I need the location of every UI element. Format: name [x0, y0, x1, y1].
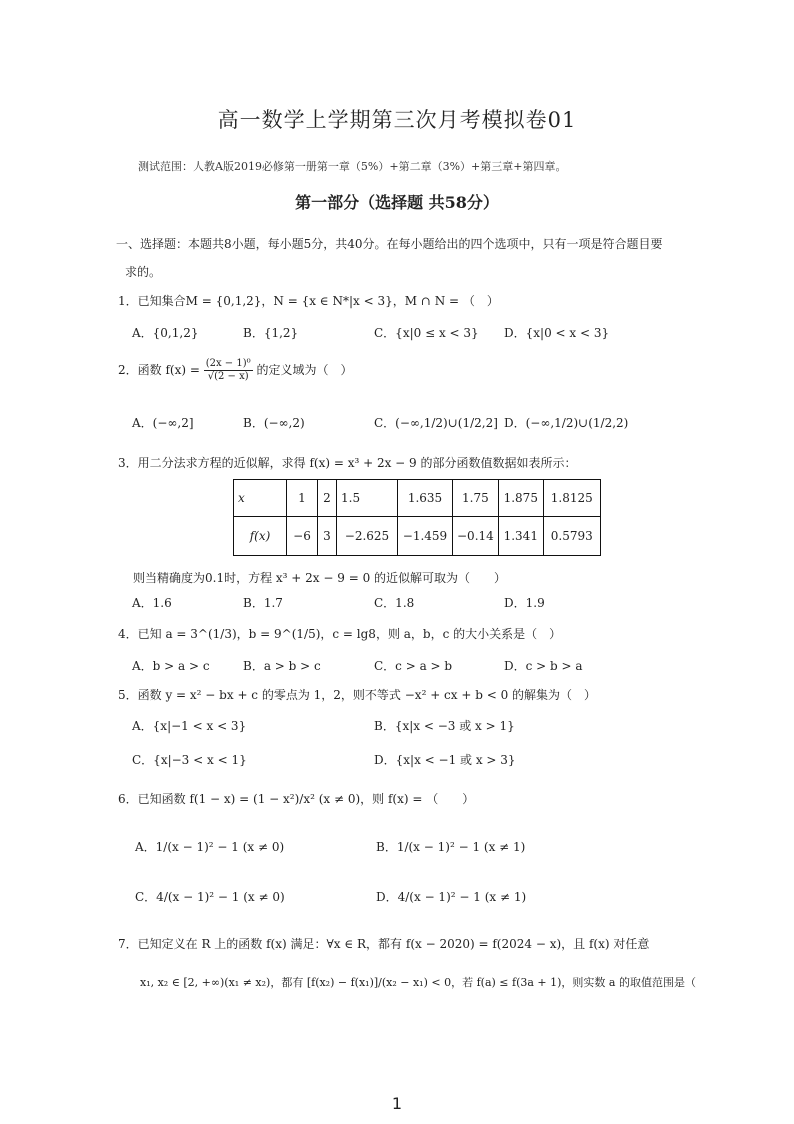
table-cell: −6	[287, 517, 318, 556]
question-2-stem	[118, 358, 352, 383]
question-1-stem: 1．已知集合M = {0,1,2}，N = {x ∈ N*|x < 3}，M ∩ N = （ ）	[118, 294, 499, 308]
question-7-line1: 7．已知定义在 R 上的函数 f(x) 满足：∀x ∈ R，都有 f(x − 2020) = f(2024 − x)，且 f(x) 对任意	[118, 937, 650, 951]
table-cell: −0.14	[453, 517, 499, 556]
question-3-followup: 则当精确度为0.1时，方程 x³ + 2x − 9 = 0 的近似解可取为（ ）	[133, 571, 507, 585]
question-7-line2: x₁, x₂ ∈ [2, +∞)(x₁ ≠ x₂)，都有 [f(x₂) − f(x₁)]/(x₂ − x₁) < 0，若 f(a) ≤ f(3a + 1)，则实数 a 的取值范围是（	[140, 976, 696, 989]
table-cell: 0.5793	[543, 517, 600, 556]
question-4-option-c: C．c > a > b	[374, 659, 453, 673]
table-row-fx	[234, 517, 601, 556]
question-1-option-c: C．{x|0 ≤ x < 3}	[374, 326, 479, 340]
question-4-option-b: B．a > b > c	[243, 659, 321, 673]
question-6-stem: 6．已知函数 f(1 − x) = (1 − x²)/x² (x ≠ 0)，则 f(x) = （ ）	[118, 792, 475, 806]
test-scope: 测试范围：人教A版2019必修第一册第一章（5%）+第二章（3%）+第三章+第四章。	[138, 160, 567, 173]
question-2-stem-suffix: 的定义域为（ ）	[252, 363, 353, 377]
question-1-option-b: B．{1,2}	[243, 326, 299, 340]
table-cell: 1.8125	[543, 480, 600, 517]
table-cell: f(x)	[234, 517, 287, 556]
question-5-option-b: B．{x|x < −3 或 x > 1}	[374, 719, 515, 733]
question-6-option-b: B．1/(x − 1)² − 1 (x ≠ 1)	[376, 840, 526, 854]
table-cell: 1	[287, 480, 318, 517]
question-2-fraction-denominator: √(2 − x)	[207, 371, 249, 382]
question-3-stem: 3．用二分法求方程的近似解，求得 f(x) = x³ + 2x − 9 的部分函数值数据如表所示：	[118, 456, 577, 470]
part-heading: 第一部分（选择题 共58分）	[295, 193, 499, 212]
section-instructions-line1: 一、选择题：本题共8小题，每小题5分，共40分。在每小题给出的四个选项中，只有一项是符合题目要	[116, 237, 663, 251]
question-3-option-a: A．1.6	[132, 596, 172, 610]
question-5-option-c: C．{x|−3 < x < 1}	[132, 753, 247, 767]
table-cell: 1.635	[398, 480, 453, 517]
section-instructions-line2: 求的。	[125, 265, 162, 279]
question-3-option-c: C．1.8	[374, 596, 415, 610]
page-title: 高一数学上学期第三次月考模拟卷01	[217, 108, 577, 132]
question-5-option-d: D．{x|x < −1 或 x > 3}	[374, 753, 516, 767]
table-cell: 1.75	[453, 480, 499, 517]
question-4-stem: 4．已知 a = 3^(1/3)，b = 9^(1/5)，c = lg8，则 a，b，c 的大小关系是（ ）	[118, 627, 562, 641]
question-2-fraction	[204, 358, 253, 383]
question-1-option-d: D．{x|0 < x < 3}	[504, 326, 610, 340]
question-2-fraction-numerator: (2x − 1)⁰	[205, 358, 251, 369]
question-5-stem: 5．函数 y = x² − bx + c 的零点为 1，2，则不等式 −x² + cx + b < 0 的解集为（ ）	[118, 688, 597, 702]
table-cell: 1.875	[498, 480, 543, 517]
question-6-option-c: C．4/(x − 1)² − 1 (x ≠ 0)	[135, 890, 285, 904]
table-cell: 1.5	[337, 480, 398, 517]
table-cell: x	[234, 480, 287, 517]
question-6-option-a: A．1/(x − 1)² − 1 (x ≠ 0)	[135, 840, 285, 854]
question-2-option-d: D．(−∞,1/2)∪(1/2,2)	[504, 416, 629, 430]
table-cell: −2.625	[337, 517, 398, 556]
question-2-option-c: C．(−∞,1/2)∪(1/2,2]	[374, 416, 498, 430]
table-cell: 1.341	[498, 517, 543, 556]
table-row-x	[234, 480, 601, 517]
question-1-option-a: A．{0,1,2}	[132, 326, 199, 340]
question-2-stem-prefix: 2．函数 f(x) =	[118, 363, 204, 377]
page-number: 1	[391, 1094, 403, 1113]
table-cell: 2	[318, 480, 337, 517]
question-2-option-a: A．(−∞,2]	[132, 416, 194, 430]
question-3-option-d: D．1.9	[504, 596, 545, 610]
question-3-option-b: B．1.7	[243, 596, 283, 610]
question-2-option-b: B．(−∞,2)	[243, 416, 305, 430]
question-4-option-d: D．c > b > a	[504, 659, 583, 673]
question-5-option-a: A．{x|−1 < x < 3}	[132, 719, 247, 733]
table-cell: 3	[318, 517, 337, 556]
function-value-table	[233, 479, 601, 556]
question-4-option-a: A．b > a > c	[132, 659, 210, 673]
question-6-option-d: D．4/(x − 1)² − 1 (x ≠ 1)	[376, 890, 527, 904]
table-cell: −1.459	[398, 517, 453, 556]
